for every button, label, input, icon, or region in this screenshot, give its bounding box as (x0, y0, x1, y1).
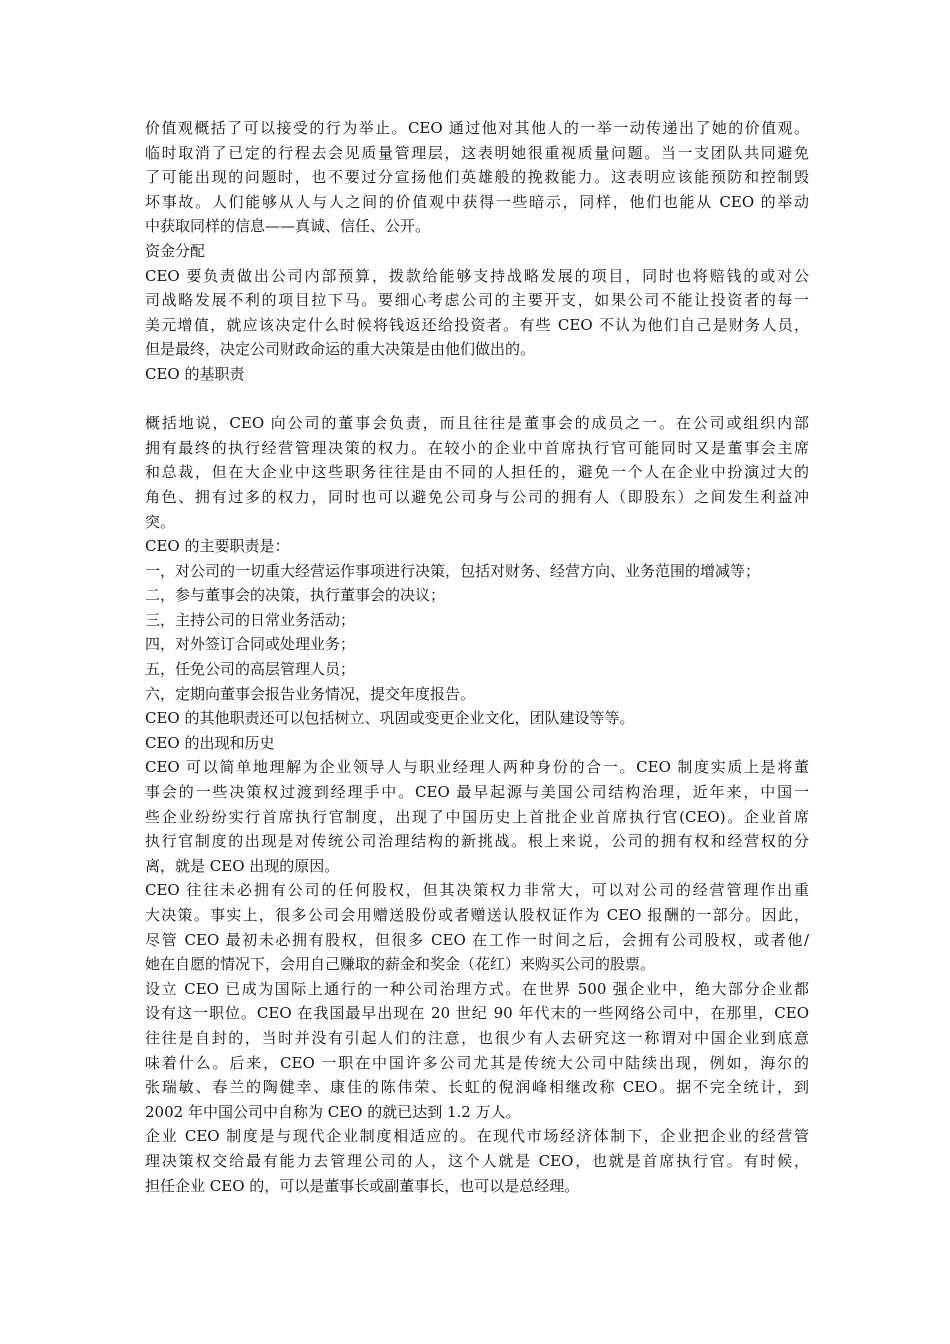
text-line: 张瑞敏、春兰的陶健幸、康佳的陈伟荣、长虹的倪润峰相继改称 CEO。据不完全统计，到 (145, 1078, 809, 1097)
text-line: 五，任免公司的高层管理人员； (145, 660, 356, 679)
text-line: CEO 可以简单地理解为企业领导人与职业经理人两种身份的合一。CEO 制度实质上是将董 (145, 758, 809, 777)
paragraph (145, 411, 809, 534)
text-line: 概括地说，CEO 向公司的董事会负责，而且往往是董事会的成员之一。在公司或组织内部 (145, 414, 809, 433)
text-line: 味着什么。后来，CEO 一职在中国许多公司尤其是传统大公司中陆续出现，例如，海尔的 (145, 1053, 809, 1072)
text-line: 离，就是 CEO 出现的原因。 (145, 856, 340, 875)
text-line: 执行官制度的出现是对传统公司治理结构的新挑战。根上来说，公司的拥有权和经营权的分 (145, 832, 809, 851)
text-line: 四，对外签订合同或处理业务； (145, 635, 356, 654)
paragraph (145, 362, 809, 387)
paragraph (145, 534, 809, 559)
text-line: 理决策权交给最有能力去管理公司的人，这个人就是 CEO，也就是首席执行官。有时候， (145, 1151, 809, 1170)
text-line: 角色、拥有过多的权力，同时也可以避免公司身与公司的拥有人（即股东）之间发生利益冲 (145, 487, 809, 506)
paragraph (145, 583, 809, 608)
text-line: CEO 的主要职责是： (145, 537, 290, 556)
paragraph (145, 682, 809, 707)
text-line: 临时取消了已定的行程去会见质量管理层，这表明她很重视质量问题。当一支团队共同避免 (145, 143, 809, 162)
paragraph (145, 559, 809, 584)
paragraph (145, 1124, 809, 1198)
text-line: 二，参与董事会的决策，执行董事会的决议； (145, 586, 446, 605)
text-line: 三，主持公司的日常业务活动； (145, 610, 356, 629)
text-line: 企业 CEO 制度是与现代企业制度相适应的。在现代市场经济体制下，企业把企业的经营管 (145, 1127, 809, 1146)
text-line: 些企业纷纷实行首席执行官制度，出现了中国历史上首批企业首席执行官(CEO)。企业首席 (145, 807, 809, 826)
text-line: 价值观概括了可以接受的行为举止。CEO 通过他对其他人的一举一动传递出了她的价值观。 (145, 119, 809, 137)
text-line: 六，定期向董事会报告业务情况，提交年度报告。 (145, 684, 476, 703)
paragraph (145, 264, 809, 362)
text-line: 大决策。事实上，很多公司会用赠送股份或者赠送认股权证作为 CEO 报酬的一部分。因此， (145, 906, 809, 924)
text-line: 拥有最终的执行经营管理决策的权力。在较小的企业中首席执行官可能同时又是董事会主席 (145, 438, 809, 457)
text-line: 担任企业 CEO 的，可以是董事长或副董事长，也可以是总经理。 (145, 1176, 580, 1195)
text-line: 尽管 CEO 最初未必拥有股权，但很多 CEO 在工作一时间之后，会拥有公司股权，或者他/ (145, 930, 809, 949)
text-line: 突。 (145, 512, 176, 531)
paragraph (145, 608, 809, 633)
text-line: 一，对公司的一切重大经营运作事项进行决策，包括对财务、经营方向、业务范围的增减等； (145, 561, 761, 580)
paragraph (145, 116, 809, 239)
paragraph (145, 657, 809, 682)
text-line: CEO 往往未必拥有公司的任何股权，但其决策权力非常大，可以对公司的经营管理作出重 (145, 881, 809, 900)
text-line: 2002 年中国公司中自称为 CEO 的就已达到 1.2 万人。 (145, 1102, 521, 1121)
text-line: 了可能出现的问题时，也不要过分宣扬他们英雄般的挽救能力。这表明应该能预防和控制毁 (145, 168, 809, 187)
text-line: 中获取同样的信息——真诚、信任、公开。 (145, 217, 431, 236)
paragraph (145, 387, 809, 412)
text-line: 和总裁，但在大企业中这些职务往往是由不同的人担任的，避免一个人在企业中扮演过大的 (145, 463, 809, 482)
paragraph (145, 755, 809, 878)
text-line: CEO 的其他职责还可以包括树立、巩固或变更企业文化，团队建设等等。 (145, 709, 635, 728)
document-body (145, 116, 809, 1198)
paragraph (145, 731, 809, 756)
text-line: CEO 要负责做出公司内部预算，拨款给能够支持战略发展的项目，同时也将赔钱的或对公 (145, 266, 809, 285)
text-line: 她在自愿的情况下，会用自己赚取的薪金和奖金（花红）来购买公司的股票。 (145, 955, 656, 974)
text-line: CEO 的出现和历史 (145, 733, 275, 752)
text-line: 美元增值，就应该决定什么时候将钱返还给投资者。有些 CEO 不认为他们自己是财务人员， (145, 315, 809, 334)
text-line: 坏事故。人们能够从人与人之间的价值观中获得一些暗示，同样，他们也能从 CEO 的举动 (145, 192, 809, 211)
paragraph (145, 706, 809, 731)
text-line: 司战略发展不利的项目拉下马。要细心考虑公司的主要开支，如果公司不能让投资者的每一 (145, 291, 809, 310)
paragraph (145, 977, 809, 1125)
text-line: 往往是自封的，当时并没有引起人们的注意，也很少有人去研究这一称谓对中国企业到底意 (145, 1028, 809, 1047)
text-line: CEO 的基职责 (145, 364, 245, 383)
blank-line (145, 387, 809, 412)
text-line: 事会的一些决策权过渡到经理手中。CEO 最早起源与美国公司结构治理，近年来，中国一 (145, 783, 809, 802)
text-line: 资金分配 (145, 241, 206, 260)
paragraph (145, 878, 809, 976)
text-line: 设立 CEO 已成为国际上通行的一种公司治理方式。在世界 500 强企业中，绝大部分企业都 (145, 979, 809, 998)
text-line: 设有这一职位。CEO 在我国最早出现在 20 世纪 90 年代末的一些网络公司中，在那里，CEO (145, 1004, 809, 1023)
paragraph (145, 239, 809, 264)
paragraph (145, 632, 809, 657)
text-line: 但是最终，决定公司财政命运的重大决策是由他们做出的。 (145, 340, 536, 359)
